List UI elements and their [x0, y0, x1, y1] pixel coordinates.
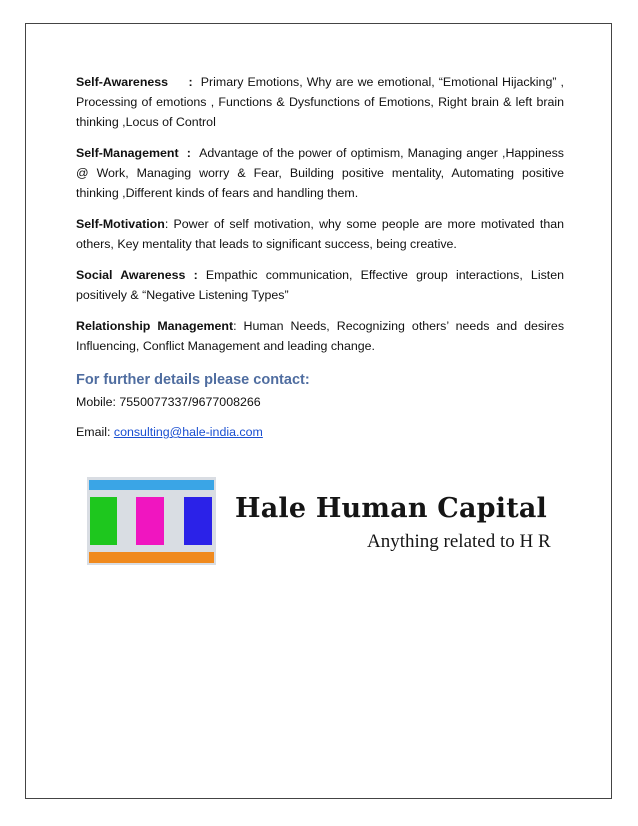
section-separator: :: [233, 319, 244, 333]
logo-bar-top: [89, 480, 214, 490]
logo-mark: [87, 477, 216, 565]
email-line: [76, 422, 564, 442]
logo-bar-bottom: [89, 552, 214, 563]
mobile-label: Mobile:: [76, 395, 120, 409]
section-separator: [198, 268, 206, 282]
section-self-management: [76, 143, 564, 203]
section-separator: :: [168, 75, 201, 89]
section-separator: :: [164, 217, 174, 231]
logo-block-blue: [184, 497, 212, 545]
section-social-awareness: [76, 265, 564, 305]
section-text: Power of self motivation, why some people are more motivated than others, Key mentality that leads to significant success, being creative.: [76, 217, 565, 251]
section-relationship-management: [76, 316, 564, 356]
section-heading: Social Awareness :: [76, 268, 198, 282]
section-heading: Self-Awareness: [76, 75, 169, 89]
document-body: [76, 72, 564, 452]
section-text: Advantage of the power of optimism, Managing anger ,Happiness @ Work, Managing worry & Fear, Building positive mentality, Automating positive thinking ,Different kinds of fears and handling them.: [76, 146, 564, 200]
section-text: Primary Emotions, Why are we emotional, “Emotional Hijacking” , Processing of emotions , Functions & Dysfunctions of Emotions, Right brain & left brain thinking ,Locus of Control: [76, 75, 564, 129]
company-logo: [87, 477, 567, 565]
contact-heading: For further details please contact:: [76, 372, 310, 388]
logo-block-green: [90, 497, 117, 545]
section-self-awareness: [76, 72, 564, 132]
section-separator: :: [178, 146, 200, 160]
section-text: Human Needs, Recognizing others’ needs and desires Influencing, Conflict Management and leading change.: [76, 319, 565, 353]
email-label: Email:: [76, 425, 114, 439]
section-heading: Relationship Management: [76, 319, 234, 333]
logo-tagline: Anything related to H R: [367, 531, 551, 552]
section-self-motivation: [76, 214, 564, 254]
mobile-number: 7550077337/9677008266: [119, 395, 261, 409]
mobile-line: [76, 392, 564, 412]
section-heading: Self-Management: [76, 146, 179, 160]
logo-company-name: Hale Human Capital: [235, 493, 548, 524]
section-text: Empathic communication, Effective group interactions, Listen positively & “Negative Listening Types”: [76, 268, 564, 302]
logo-block-pink: [136, 497, 164, 545]
section-heading: Self-Motivation: [76, 217, 165, 231]
email-link[interactable]: consulting@hale-india.com: [113, 425, 263, 439]
